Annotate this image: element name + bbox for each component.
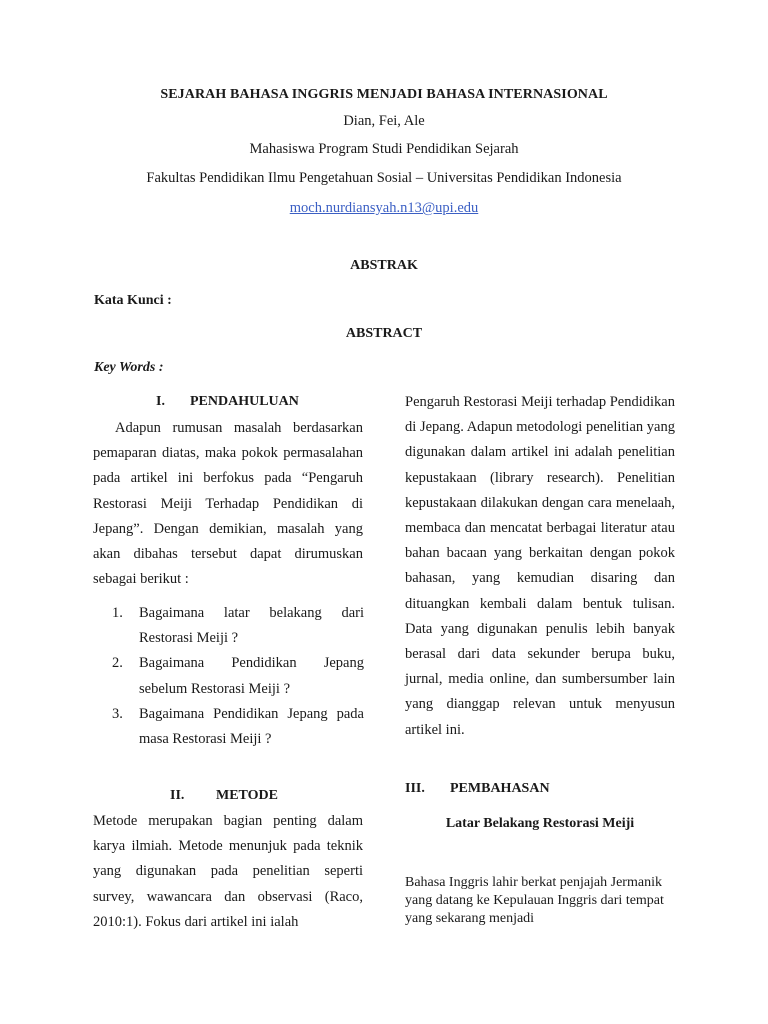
section-number: III. [405, 781, 425, 796]
pendahuluan-paragraph: Adapun rumusan masalah berdasarkan pemaparan diatas, maka pokok permasalahan pada artikel ini berfokus pada “Pengaruh Restorasi Meiji Terhadap Pendidikan di Jepang”. Dengan demikian, masalah yang akan dibahas tersebut dapat dirumuskan sebagai berikut : [93, 420, 363, 588]
list-item-text: Bagaimana latar belakang dari Restorasi Meiji ? [139, 605, 364, 647]
abstrak-heading: ABSTRAK [350, 258, 418, 273]
list-item [112, 651, 364, 701]
email-row [0, 200, 768, 217]
email-link[interactable]: moch.nurdiansyah.n13@upi.edu [289, 200, 479, 216]
key-words-label: Key Words : [94, 360, 164, 375]
list-item-text: Bagaimana Pendidikan Jepang pada masa Restorasi Meiji ? [139, 705, 364, 748]
section-number: II. [170, 788, 185, 803]
affiliation-faculty: Fakultas Pendidikan Ilmu Pengetahuan Sosial – Universitas Pendidikan Indonesia [146, 170, 622, 186]
pembahasan-paragraph: Bahasa Inggris lahir berkat penjajah Jermanik yang datang ke Kepulauan Inggris dari tempat yang sekarang menjadi [405, 875, 664, 926]
section-heading-pembahasan [405, 781, 550, 797]
metode-continued-paragraph: Pengaruh Restorasi Meiji terhadap Pendidikan di Jepang. Adapun metodologi penelitian yang digunakan dalam artikel ini adalah penelitian kepustakaan (library research). Penelitian kepustakaan dilakukan dengan cara menelaah, membaca dan mencatat berbagai literatur atau bahan bacaan yang berkaitan dengan pokok bahasan, yang kemudian disaring dan dituangkan kembali dalam bentuk tulisan. Data yang digunakan penulis lebih banyak berasal dari data sekunder berupa buku, jurnal, media online, dan sumbersumber lain yang dianggap relevan untuk menyusun artikel ini. [405, 394, 675, 738]
paper-title: SEJARAH BAHASA INGGRIS MENJADI BAHASA INTERNASIONAL [160, 87, 608, 102]
subsection-heading: Latar Belakang Restorasi Meiji [445, 816, 635, 831]
list-item-number: 3. [112, 705, 123, 722]
section-title: PENDAHULUAN [190, 394, 299, 409]
section-heading-pendahuluan [156, 394, 299, 410]
metode-paragraph: Metode merupakan bagian penting dalam karya ilmiah. Metode menunjuk pada teknik yang digunakan pada penelitian seperti survey, wawancara dan observasi (Raco, 2010:1). Fokus dari artikel ini ialah [93, 813, 363, 930]
section-number: I. [156, 394, 165, 409]
list-item-text: Bagaimana Pendidikan Jepang sebelum Restorasi Meiji ? [139, 655, 364, 697]
list-item [112, 702, 364, 752]
affiliation-program: Mahasiswa Program Studi Pendidikan Sejarah [249, 141, 519, 157]
section-title: METODE [216, 788, 278, 803]
list-item [112, 601, 364, 651]
section-title: PEMBAHASAN [450, 781, 550, 796]
section-heading-metode [170, 788, 278, 804]
research-questions-list [112, 601, 364, 752]
kata-kunci-label: Kata Kunci : [94, 293, 172, 308]
list-item-number: 1. [112, 605, 123, 621]
list-item-number: 2. [112, 655, 123, 672]
abstract-heading: ABSTRACT [345, 326, 423, 341]
authors: Dian, Fei, Ale [343, 113, 425, 129]
